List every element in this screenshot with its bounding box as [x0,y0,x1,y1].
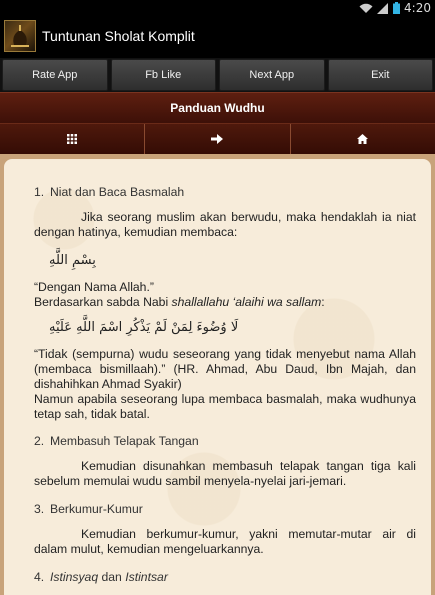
status-icons [359,1,431,15]
hadith-intro: Berdasarkan sabda Nabi shallallahu ‘alaihi wa sallam: [34,295,325,309]
signal-icon [377,3,389,14]
arabic-hadith: لَا وُضُوءَ لِمَنْ لَمْ يَذْكُرِ اسْمَ اللَّهِ عَلَيْهِ [49,320,239,335]
action-bar [0,16,435,56]
grid-icon [67,134,77,144]
item-2-heading [34,434,416,449]
item-1-note: Namun apabila seseorang lupa membaca basmalah, maka wudhunya tetap sah, tidak batal. [34,392,416,421]
item-number: 1. [34,185,45,199]
fb-like-button[interactable]: Fb Like [111,59,217,91]
home-button[interactable] [291,124,435,154]
item-3-paragraph: Kemudian berkumur-kumur, yakni memutar-mutar air di dalam mulut, kemudian mengeluarkannya. [34,527,416,556]
article [4,159,431,585]
wifi-icon [359,3,373,14]
status-time: 4:20 [404,1,431,15]
item-heading: Membasuh Telapak Tangan [50,434,199,448]
translation-line: “Dengan Nama Allah.” [34,280,154,294]
app-title: Tuntunan Sholat Komplit [42,28,195,44]
next-page-button[interactable] [145,124,290,154]
item-number: 3. [34,502,45,516]
exit-button[interactable]: Exit [328,59,434,91]
menu-grid-button[interactable] [0,124,145,154]
status-bar [0,0,435,16]
app-logo-icon[interactable] [4,20,36,52]
section-title: Panduan Wudhu [170,101,265,115]
rate-app-button[interactable]: Rate App [2,59,108,91]
item-heading: Istinsyaq dan Istintsar [50,570,168,584]
arabic-basmalah: بِسْمِ اللَّهِ [49,253,96,268]
content-frame [0,154,435,595]
battery-icon [393,2,400,14]
section-title-bar [0,92,435,123]
next-app-button[interactable]: Next App [219,59,325,91]
top-button-row [0,58,435,92]
item-1-paragraph: Jika seorang muslim akan berwudu, maka hendaklah ia niat dengan hatinya, kemudian membaca: [34,210,416,239]
hadith-translation: “Tidak (sempurna) wudu seseorang yang tidak menyebut nama Allah (membaca bismillaah).” (HR. Ahmad, Abu Daud, Ibn Majah, dan dishahihkan Ahmad Syakir) [34,347,416,391]
item-heading: Niat dan Baca Basmalah [50,185,185,199]
item-1-heading [34,185,416,200]
item-heading: Berkumur-Kumur [50,502,143,516]
article-paper[interactable] [4,159,431,595]
item-2-paragraph: Kemudian disunahkan membasuh telapak tangan tiga kali sebelum memulai wudu sambil menyela-nyelai jari-jemari. [34,459,416,488]
item-4-heading [34,570,416,585]
nav-row [0,123,435,154]
item-number: 4. [34,570,45,584]
item-number: 2. [34,434,45,448]
item-3-heading [34,502,416,517]
arrow-right-icon [211,134,223,144]
home-icon [357,134,368,144]
